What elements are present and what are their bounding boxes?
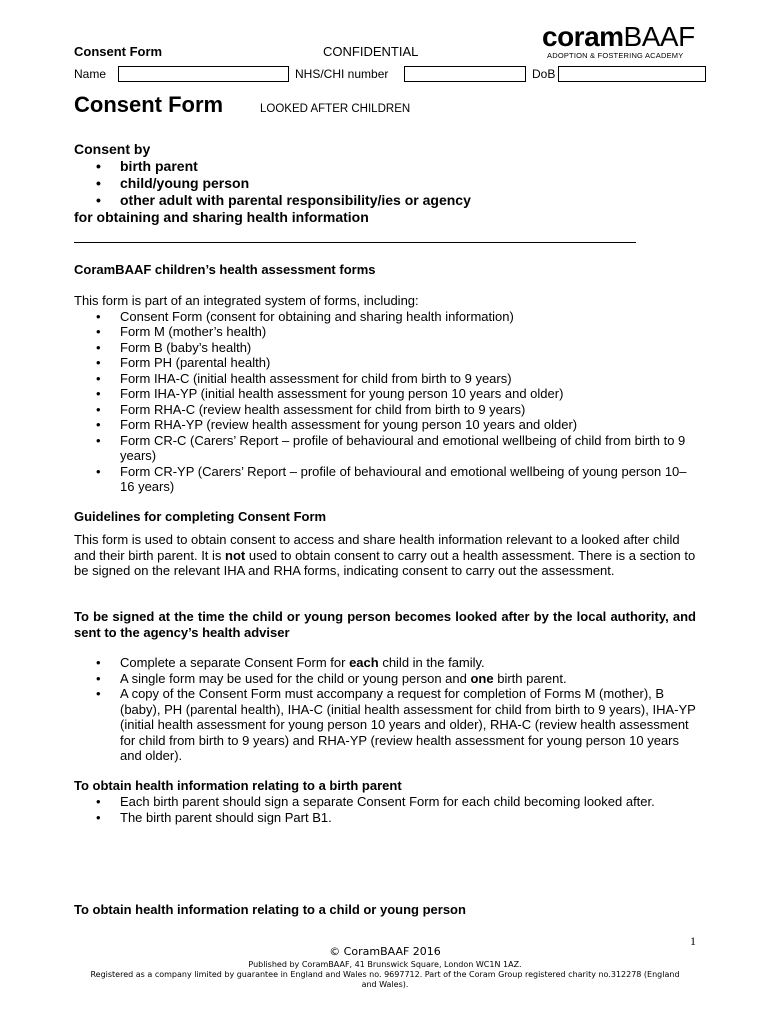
list-item: • Consent Form (consent for obtaining and sharing health information) [74, 309, 698, 325]
consent-by-heading: Consent by [74, 141, 151, 157]
signed-heading: To be signed at the time the child or young person becomes looked after by the local authority, and sent to the agency’s health adviser [74, 609, 696, 640]
list-item-text: birth parent. [493, 670, 567, 686]
guidelines-paragraph [74, 532, 696, 579]
consent-by-block [74, 141, 674, 226]
list-item: • Form PH (parental health) [74, 355, 698, 371]
list-item: • Form RHA-C (review health assessment for child from birth to 9 years) [74, 402, 698, 418]
forms-list [74, 309, 698, 495]
child-heading: To obtain health information relating to a child or young person [74, 902, 466, 917]
logo-tagline: ADOPTION & FOSTERING ACADEMY [547, 51, 684, 60]
forms-section [74, 293, 698, 495]
dob-field[interactable] [558, 66, 706, 82]
list-item-text: Complete a separate Consent Form for [120, 655, 350, 670]
guidelines-text-a: This form is used to obtain consent to access and share health information relevant to a looked after child and their birth parent. It is [74, 532, 680, 563]
list-item: • Form CR-C (Carers’ Report – profile of behavioural and emotional wellbeing of child from birth to 9 years) [74, 433, 698, 464]
header-form-label: Consent Form [74, 44, 163, 59]
list-item: • other adult with parental responsibility/ies or agency [74, 192, 674, 209]
birth-parent-heading: To obtain health information relating to a birth parent [74, 778, 402, 793]
list-item: • Form RHA-YP (review health assessment for young person 10 years and older) [74, 417, 698, 433]
list-item: • Each birth parent should sign a separate Consent Form for each child becoming looked after. [74, 794, 696, 810]
guidelines-not: not [225, 547, 246, 563]
footer-registered: Registered as a company limited by guarantee in England and Wales no. 9697712. Part of the Coram Group registered charity no.312278 (England and Wales). [90, 970, 680, 989]
list-item [74, 671, 696, 687]
footer-copyright: © CoramBAAF 2016 [329, 945, 441, 958]
consent-by-closing: for obtaining and sharing health information [74, 209, 369, 225]
list-item: • Form B (baby’s health) [74, 340, 698, 356]
page-title: Consent Form [74, 92, 224, 117]
list-item-text: child in the family. [378, 655, 485, 670]
list-item: • birth parent [74, 158, 674, 175]
footer-published: Published by CoramBAAF, 41 Brunswick Square, London WC1N 1AZ. [248, 960, 522, 969]
birth-parent-block [74, 794, 696, 825]
list-item: • Form IHA-YP (initial health assessment for young person 10 years and older) [74, 386, 698, 402]
list-item: • Form IHA-C (initial health assessment for child from birth to 9 years) [74, 371, 698, 387]
forms-intro: This form is part of an integrated system of forms, including: [74, 293, 419, 308]
guidelines-list-block [74, 655, 696, 764]
dob-label: DoB [532, 67, 556, 81]
guidelines-list [74, 655, 696, 764]
birth-parent-list [74, 794, 696, 825]
list-item-emphasis: each [349, 655, 379, 670]
logo-coram: coram [542, 21, 624, 52]
guidelines-heading: Guidelines for completing Consent Form [74, 509, 327, 524]
confidential-label: CONFIDENTIAL [323, 44, 419, 59]
list-item: • A copy of the Consent Form must accompany a request for completion of Forms M (mother), B (baby), PH (parental health), IHA-C (initial health assessment for child from birth to 9 years), IHA-YP (initial health assessment for young person 10 years and older), RHA-C (review health assessment for child from birth to 9 years) and RHA-YP (review health assessment for young person 10 years and older). [74, 686, 696, 764]
forms-section-heading: CoramBAAF children’s health assessment forms [74, 262, 376, 277]
list-item: • Form M (mother’s health) [74, 324, 698, 340]
divider [74, 242, 636, 243]
name-field[interactable] [118, 66, 289, 82]
list-item-text: A single form may be used for the child or young person and [120, 670, 471, 686]
nhs-chi-label: NHS/CHI number [295, 67, 389, 81]
list-item-emphasis: one [470, 670, 494, 686]
name-label: Name [74, 67, 107, 81]
corambaaf-logo [542, 22, 718, 62]
list-item: • child/young person [74, 175, 674, 192]
consent-by-list [74, 158, 674, 209]
guidelines-text-b: used to obtain consent to carry out a health assessment. There is a section to be signed on the relevant IHA and RHA forms, indicating consent to carry out the assessment. [74, 547, 696, 578]
logo-baaf: BAAF [623, 21, 695, 52]
list-item: • The birth parent should sign Part B1. [74, 810, 696, 826]
list-item: • Form CR-YP (Carers’ Report – profile of behavioural and emotional wellbeing of young person 10–16 years) [74, 464, 698, 495]
page-subtitle: LOOKED AFTER CHILDREN [260, 103, 411, 115]
list-item [74, 655, 696, 671]
nhs-chi-field[interactable] [404, 66, 526, 82]
page-number: 1 [690, 934, 696, 948]
